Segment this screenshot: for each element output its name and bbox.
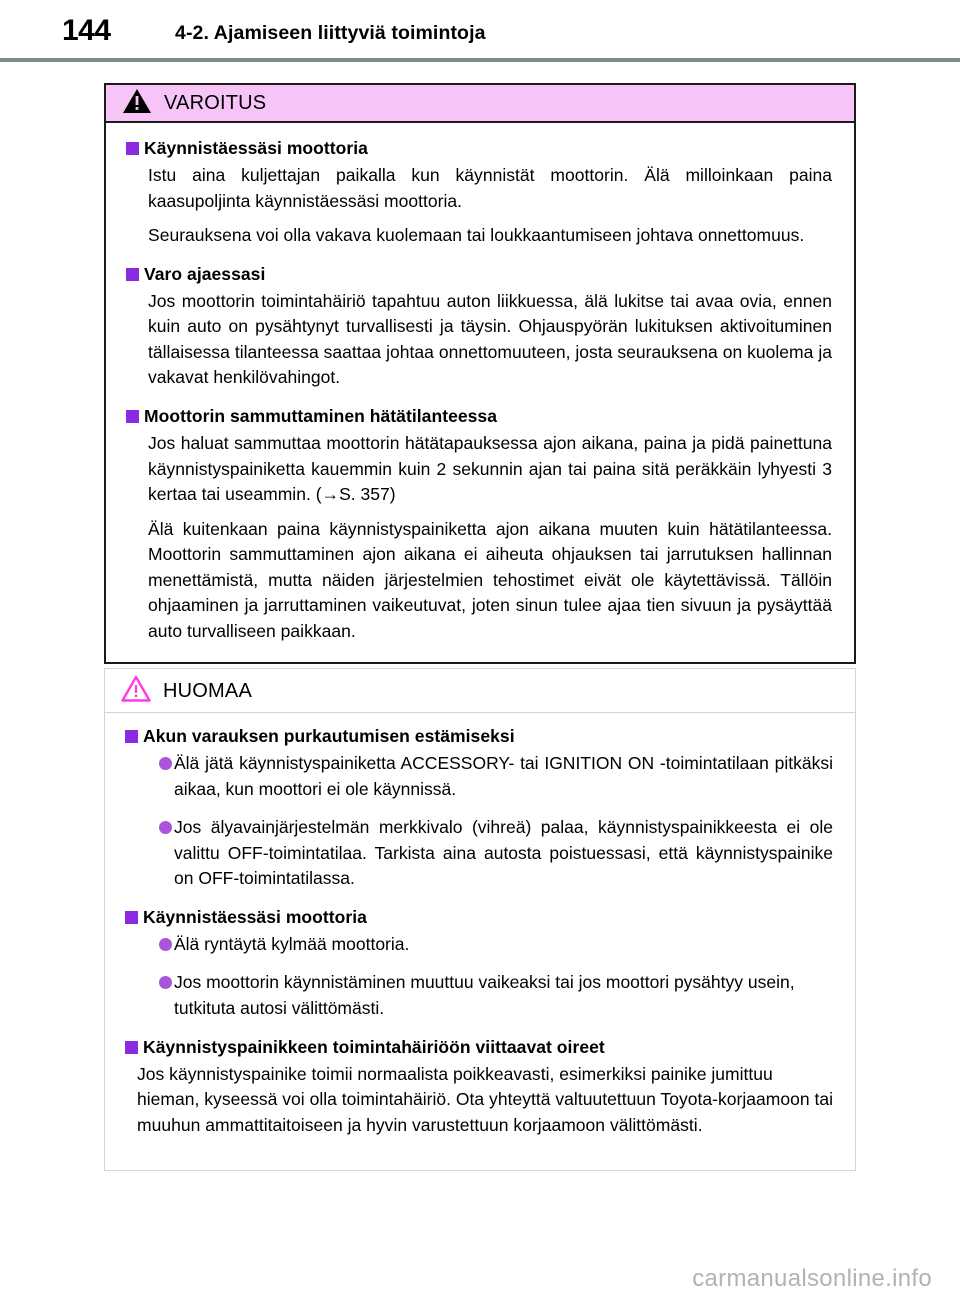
caution-list-item — [159, 815, 835, 892]
header-divider — [0, 58, 960, 62]
page-header — [0, 0, 960, 58]
warning-box — [104, 83, 856, 664]
warning-box-header — [106, 85, 854, 123]
caution-item-text: Jos moottorin käynnistäminen muuttuu vaikeaksi tai jos moottori pysähtyy usein, tutkituta autosi välittömästi. — [174, 972, 795, 1019]
warning-triangle-filled-icon — [122, 88, 152, 119]
heading-text: Käynnistäessäsi moottoria — [143, 906, 367, 927]
site-watermark: carmanualsonline.info — [692, 1265, 932, 1292]
heading-text: Käynnistyspainikkeen toimintahäiriöön viittaavat oireet — [143, 1036, 605, 1057]
warning-block — [126, 405, 834, 644]
square-bullet-icon — [125, 911, 138, 924]
caution-paragraph: Jos käynnistyspainike toimii normaalista poikkeavasti, esimerkiksi painike jumittuu hieman, kyseessä voi olla toimintahäiriö. Ota yhteyttä valtuutettuun Toyota-korjaamoon tai muuhun ammattitaitoiseen ja hyvin varustettuun korjaamoon välittömästi. — [137, 1063, 834, 1135]
caution-block — [125, 725, 835, 892]
page-number: 144 — [62, 14, 111, 47]
caution-triangle-outline-icon — [121, 675, 151, 707]
caution-box-title: HUOMAA — [163, 679, 252, 702]
heading-text: Käynnistäessäsi moottoria — [144, 138, 368, 158]
warning-paragraph: Seurauksena voi olla vakava kuolemaan tai loukkaantumiseen johtava onnettomuus. — [148, 225, 805, 246]
round-bullet-icon — [159, 976, 172, 989]
warning-paragraph: Jos moottorin toimintahäiriö tapahtuu auton liikkuessa, älä lukitse tai avaa ovia, ennen kuin auto on pysähtynyt turvallisesti ja täysin. Ohjauspyörän lukituksen aktivoituminen tällaisessa tilanteessa saattaa johtaa onnettomuuteen, josta seurauksena on kuolema ja vakavat henkilövahingot. — [148, 290, 832, 388]
warning-block-heading — [126, 137, 834, 160]
caution-list-item — [159, 751, 835, 802]
warning-block-heading — [126, 263, 834, 286]
section-title: 4-2. Ajamiseen liittyviä toimintoja — [175, 21, 486, 44]
square-bullet-icon — [126, 268, 139, 281]
caution-block — [125, 906, 835, 1022]
square-bullet-icon — [126, 410, 139, 423]
warning-box-body — [106, 123, 854, 662]
warning-paragraph: Jos haluat sammuttaa moottorin hätätapauksessa ajon aikana, paina ja pidä painettuna käynnistyspainiketta kauemmin kuin 2 sekunnin ajan tai paina sitä peräkkäin lyhyesti 3 kertaa tai useammin. (→S. 357) — [148, 433, 832, 505]
caution-block-heading — [125, 725, 835, 748]
round-bullet-icon — [159, 821, 172, 834]
caution-block-heading — [125, 906, 835, 929]
square-bullet-icon — [126, 142, 139, 155]
caution-item-text: Älä ryntäytä kylmää moottoria. — [174, 933, 410, 954]
warning-paragraph: Istu aina kuljettajan paikalla kun käynnistät moottorin. Älä milloinkaan paina kaasupoljinta käynnistäessäsi moottoria. — [148, 165, 832, 211]
caution-box-header — [105, 669, 855, 713]
warning-block — [126, 137, 834, 249]
warning-block-heading — [126, 405, 834, 428]
caution-list-item — [159, 932, 835, 958]
caution-box — [104, 668, 856, 1171]
heading-text: Varo ajaessasi — [144, 263, 266, 284]
round-bullet-icon — [159, 757, 172, 770]
caution-item-text: Älä jätä käynnistyspainiketta ACCESSORY- tai IGNITION ON -toimintatilaan pitkäksi aikaa, kun moottori ei ole käynnissä. — [174, 753, 833, 799]
heading-text: Akun varauksen purkautumisen estämiseksi — [143, 726, 515, 746]
heading-text: Moottorin sammuttaminen hätätilanteessa — [144, 406, 497, 427]
caution-box-body — [105, 713, 855, 1170]
warning-box-title: VAROITUS — [164, 92, 267, 114]
caution-item-text: Jos älyavainjärjestelmän merkkivalo (vihreä) palaa, käynnistyspainikkeesta ei ole valittu OFF-toimintatilaa. Tarkista aina autosta poistuessasi, että käynnistyspainike on OFF-toimintatilassa. — [174, 817, 833, 889]
square-bullet-icon — [125, 1041, 138, 1054]
caution-list-item — [159, 970, 835, 1021]
square-bullet-icon — [125, 730, 138, 743]
caution-block-heading — [125, 1036, 835, 1059]
round-bullet-icon — [159, 938, 172, 951]
caution-block — [125, 1036, 835, 1139]
warning-block — [126, 263, 834, 391]
warning-paragraph: Älä kuitenkaan paina käynnistyspainiketta ajon aikana muuten kuin hätätilanteessa. Moottorin sammuttaminen ajon aikana ei aiheuta ohjauksen tai jarrutuksen hallinnan menettämistä, mutta näiden järjestelmien tehostimet eivät ole käytettävissä. Tällöin ohjaaminen ja jarruttaminen vaikeutuvat, joten sinun tulee ajaa tien sivuun ja pysäyttää auto turvalliseen paikkaan. — [148, 518, 832, 641]
